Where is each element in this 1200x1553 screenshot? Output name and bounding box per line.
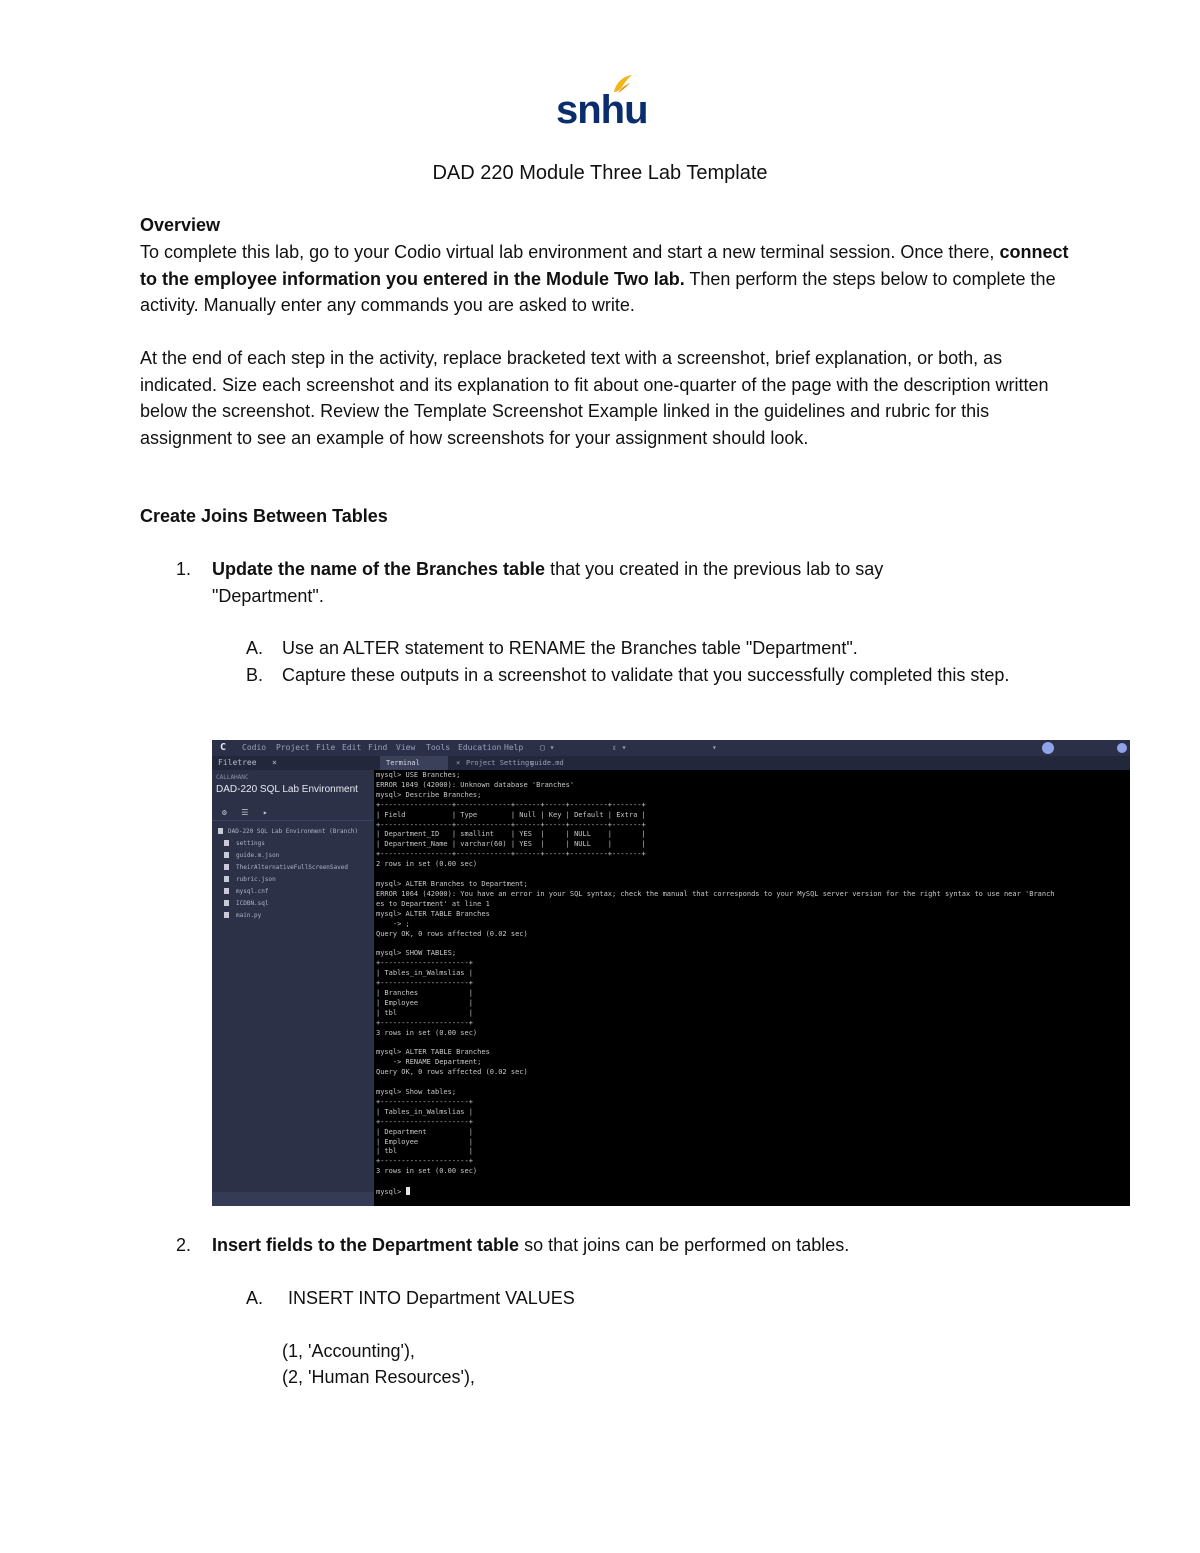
menu-item-help: Help (504, 743, 524, 752)
file-item: TheirAlternativeFullScreenSaved (236, 864, 348, 871)
step-1a-label: A. (246, 638, 264, 658)
tab-terminal: Terminal (380, 756, 448, 770)
step-1-rest: that you created in the previous lab to say "Department". (212, 559, 884, 606)
terminal-text: mysql> USE Branches; ERROR 1049 (42000): Unknown database 'Branches' mysql> Describe Branches; +-----------------+-------------+------+-----+---------+-------+ | Field | Type | Null | Key | Default | Extra | +-----------------+-------------+------+-----+---------+-------+ | Department_ID | smallint | YES | | NULL | | | Department_Name | varchar(60) | YES | | NULL | | +-----------------+-------------+------+-----+---------+-------+ 2 rows in set (0.00 sec) mysql> ALTER Branches to Department; ERROR 1064 (42000): You have an error in your SQL syntax; check the manual that corresponds to your MySQL server version for the right syntax to use near 'Branch es to Department' at line 1 mysql> ALTER TABLE Branches -> ; Query OK, 0 rows affected (0.02 sec) mysql> SHOW TABLES; +---------------------+ | Tables_in_Walmslias | +---------------------+ | Branches | | Employee | | tbl | +---------------------+ 3 rows in set (0.00 sec) mysql> ALTER TABLE Branches -> RENAME Department; Query OK, 0 rows affected (0.02 sec) mysql> Show tables; +---------------------+ | Tables_in_Walmslias | +---------------------+ | Department | | Employee | | tbl | +---------------------+ 3 rows in set (0.00 sec) mysql> (376, 771, 1055, 1197)
tab-project-settings: Project Settings (466, 759, 534, 767)
step-1b-text: Capture these outputs in a screenshot to validate that you successfully completed this step. (282, 665, 1010, 685)
menu-item-edit: Edit (342, 743, 362, 752)
step-2-number: 2. (176, 1235, 192, 1255)
overview-heading: Overview (140, 215, 221, 235)
step-2a-text: INSERT INTO Department VALUES (288, 1288, 575, 1308)
menu-item-find: Find (368, 743, 388, 752)
dropdown-icon: ⇕ ▾ (612, 743, 627, 752)
dropdown-icon: ▢ ▾ (540, 743, 555, 752)
step-2a-label: A. (246, 1288, 264, 1308)
overview-text-end: Then perform the steps below to complete the activity. Manually enter any commands you are asked to write. (140, 268, 1056, 315)
ide-screenshot (212, 740, 1130, 1206)
step-1-number: 1. (176, 559, 192, 579)
overview-text: To complete this lab, go to your Codio virtual lab environment and start a new terminal session. Once there, (140, 242, 1000, 262)
step-2-bold: Insert fields to the Department table (212, 1235, 520, 1255)
terminal-output (376, 771, 1128, 1203)
sidebar-tab: Filetree (218, 758, 257, 767)
file-item: DAD-220 SQL Lab Environment (Branch) (228, 828, 359, 835)
menu-item-education: Education (458, 743, 502, 752)
section-heading: Create Joins Between Tables (140, 506, 388, 526)
avatar-icon (1042, 742, 1054, 754)
menu-item-view: View (396, 743, 416, 752)
file-icon (224, 852, 229, 858)
flame-icon (612, 74, 634, 94)
overview-paragraph-2: At the end of each step in the activity, replace bracketed text with a screenshot, brief explanation, or both, as indicated. Size each screenshot and its explanation to fit about one-quarter of the page with the description written below the screenshot. Review the Template Screenshot Example linked in the guidelines and rubric for this assignment to see an example of how screenshots for your assignment should look. (140, 348, 1049, 448)
close-icon: × (456, 759, 461, 767)
menu-item-tools: Tools (426, 743, 451, 752)
overview-bold-text: connect to the employee information you entered in the Module Two lab. (140, 242, 1069, 289)
file-item: guide.m.json (236, 852, 280, 859)
file-icon (224, 864, 229, 870)
toolbar-icons: ⚙ ☰ ▸ (222, 808, 268, 817)
menu-item-file: File (316, 743, 336, 752)
file-item: ICDBN.sql (236, 900, 269, 907)
step-1-text (212, 556, 972, 609)
step-1-bold: Update the name of the Branches table (212, 559, 546, 579)
power-icon (1117, 743, 1127, 753)
dropdown-icon: ▾ (712, 743, 717, 752)
snhu-logo (556, 74, 648, 134)
step-1a-text: Use an ALTER statement to RENAME the Branches table "Department". (282, 638, 858, 658)
file-icon (224, 876, 229, 882)
divider (212, 820, 374, 821)
file-item: mysql.cnf (236, 888, 269, 895)
file-icon (224, 888, 229, 894)
logo-text: snhu (556, 88, 648, 132)
environment-name: DAD-220 SQL Lab Environment (216, 784, 358, 795)
sidebar-user: CALLAHANC (216, 774, 249, 781)
file-item: main.py (236, 912, 262, 919)
ide-menubar (212, 740, 1130, 756)
codio-icon: C (220, 742, 227, 753)
sidebar-footer (212, 1192, 374, 1206)
close-icon: × (272, 758, 277, 767)
step-1b-label: B. (246, 665, 264, 685)
file-item: rubric.json (236, 876, 276, 883)
values-line: (2, 'Human Resources'), (282, 1367, 475, 1387)
sidebar-tab-row (212, 756, 374, 770)
step-2-rest: so that joins can be performed on tables. (519, 1235, 850, 1255)
step-2-text (212, 1232, 1012, 1259)
menu-item-codio: Codio (242, 743, 267, 752)
terminal-cursor (406, 1187, 410, 1195)
page-title: DAD 220 Module Three Lab Template (432, 162, 768, 184)
terminal-tabs (374, 756, 1130, 770)
file-icon (224, 900, 229, 906)
folder-icon (218, 828, 223, 834)
ide-sidebar (212, 756, 374, 1206)
tab-guide: guide.md (530, 759, 564, 767)
values-line: (1, 'Accounting'), (282, 1341, 415, 1361)
file-item: settings (236, 840, 265, 847)
menu-item-project: Project (276, 743, 310, 752)
file-icon (224, 912, 229, 918)
file-icon (224, 840, 229, 846)
overview-paragraph-1 (140, 239, 1070, 319)
